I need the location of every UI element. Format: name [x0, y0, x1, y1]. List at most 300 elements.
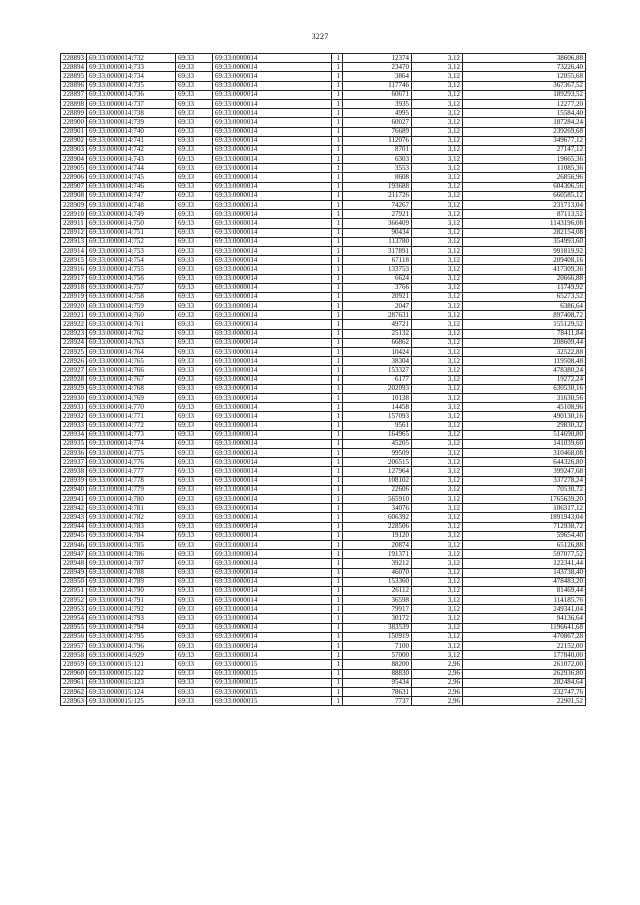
cadastral-zone: 69:33: [176, 559, 213, 568]
rate: 3,12: [412, 467, 463, 476]
cadastral-value: 6386,64: [463, 302, 586, 311]
cadastral-value: 490130,16: [463, 412, 586, 421]
area: 10138: [343, 393, 412, 402]
cadastral-zone: 69:33: [176, 63, 213, 72]
count: 1: [332, 605, 343, 614]
area: 76689: [343, 127, 412, 136]
count: 1: [332, 421, 343, 430]
cadastral-zone: 69:33: [176, 127, 213, 136]
cadastral-quarter: 69:33:0000014: [213, 118, 332, 127]
row-id: 228902: [61, 136, 87, 145]
cadastral-number: 69:33:0000014:739: [87, 118, 176, 127]
cadastral-value: 26856,96: [463, 173, 586, 182]
count: 1: [332, 246, 343, 255]
cadastral-quarter: 69:33:0000014: [213, 72, 332, 81]
area: 3553: [343, 164, 412, 173]
row-id: 228939: [61, 476, 87, 485]
cadastral-quarter: 69:33:0000015: [213, 660, 332, 669]
cadastral-value: 20666,88: [463, 274, 586, 283]
row-id: 228907: [61, 182, 87, 191]
table-row: [61, 292, 586, 301]
count: 1: [332, 210, 343, 219]
area: 78631: [343, 687, 412, 696]
table-row: [61, 430, 586, 439]
table-row: [61, 63, 586, 72]
cadastral-number: 69:33:0000014:753: [87, 246, 176, 255]
area: 287631: [343, 311, 412, 320]
area: 7737: [343, 697, 412, 706]
count: 1: [332, 81, 343, 90]
cadastral-quarter: 69:33:0000014: [213, 283, 332, 292]
table-row: [61, 522, 586, 531]
count: 1: [332, 632, 343, 641]
cadastral-zone: 69:33: [176, 439, 213, 448]
table-row: [61, 366, 586, 375]
cadastral-number: 69:33:0000015:125: [87, 697, 176, 706]
table-row: [61, 651, 586, 660]
count: 1: [332, 614, 343, 623]
count: 1: [332, 586, 343, 595]
table-row: [61, 320, 586, 329]
cadastral-number: 69:33:0000015:121: [87, 660, 176, 669]
cadastral-number: 69:33:0000014:743: [87, 155, 176, 164]
area: 67118: [343, 256, 412, 265]
rate: 3,12: [412, 430, 463, 439]
cadastral-quarter: 69:33:0000014: [213, 513, 332, 522]
cadastral-zone: 69:33: [176, 338, 213, 347]
count: 1: [332, 311, 343, 320]
cadastral-number: 69:33:0000015:124: [87, 687, 176, 696]
area: 60671: [343, 90, 412, 99]
cadastral-quarter: 69:33:0000014: [213, 145, 332, 154]
cadastral-number: 69:33:0000014:748: [87, 201, 176, 210]
cadastral-value: 417309,36: [463, 265, 586, 274]
cadastral-value: 155129,52: [463, 320, 586, 329]
cadastral-number: 69:33:0000014:734: [87, 72, 176, 81]
table-row: [61, 393, 586, 402]
count: 1: [332, 228, 343, 237]
count: 1: [332, 54, 343, 63]
cadastral-number: 69:33:0000014:793: [87, 614, 176, 623]
cadastral-zone: 69:33: [176, 54, 213, 63]
cadastral-value: 81469,44: [463, 586, 586, 595]
table-row: [61, 568, 586, 577]
cadastral-value: 1143196,08: [463, 219, 586, 228]
area: 66862: [343, 338, 412, 347]
table-row: [61, 513, 586, 522]
row-id: 228911: [61, 219, 87, 228]
row-id: 228919: [61, 292, 87, 301]
cadastral-zone: 69:33: [176, 210, 213, 219]
cadastral-quarter: 69:33:0000014: [213, 412, 332, 421]
count: 1: [332, 338, 343, 347]
count: 1: [332, 476, 343, 485]
row-id: 228893: [61, 54, 87, 63]
cadastral-number: 69:33:0000014:736: [87, 90, 176, 99]
area: 12374: [343, 54, 412, 63]
table-row: [61, 164, 586, 173]
area: 191371: [343, 550, 412, 559]
cadastral-value: 262936,80: [463, 669, 586, 678]
area: 150919: [343, 632, 412, 641]
cadastral-value: 239269,68: [463, 127, 586, 136]
cadastral-value: 11085,36: [463, 164, 586, 173]
table-row: [61, 550, 586, 559]
row-id: 228923: [61, 329, 87, 338]
cadastral-number: 69:33:0000014:740: [87, 127, 176, 136]
table-row: [61, 697, 586, 706]
cadastral-quarter: 69:33:0000014: [213, 568, 332, 577]
cadastral-zone: 69:33: [176, 375, 213, 384]
row-id: 228956: [61, 632, 87, 641]
cadastral-zone: 69:33: [176, 568, 213, 577]
cadastral-number: 69:33:0000014:747: [87, 191, 176, 200]
area: 45205: [343, 439, 412, 448]
area: 157093: [343, 412, 412, 421]
row-id: 228951: [61, 586, 87, 595]
cadastral-quarter: 69:33:0000014: [213, 256, 332, 265]
cadastral-quarter: 69:33:0000014: [213, 632, 332, 641]
cadastral-quarter: 69:33:0000014: [213, 623, 332, 632]
cadastral-value: 1196641,68: [463, 623, 586, 632]
rate: 3,12: [412, 99, 463, 108]
cadastral-quarter: 69:33:0000014: [213, 540, 332, 549]
cadastral-number: 69:33:0000014:787: [87, 559, 176, 568]
table-row: [61, 155, 586, 164]
cadastral-value: 11749,92: [463, 283, 586, 292]
cadastral-quarter: 69:33:0000014: [213, 550, 332, 559]
cadastral-number: 69:33:0000014:792: [87, 605, 176, 614]
cadastral-zone: 69:33: [176, 421, 213, 430]
area: 565910: [343, 495, 412, 504]
cadastral-number: 69:33:0000014:786: [87, 550, 176, 559]
rate: 3,12: [412, 439, 463, 448]
rate: 3,12: [412, 265, 463, 274]
area: 74267: [343, 201, 412, 210]
area: 133753: [343, 265, 412, 274]
area: 22606: [343, 485, 412, 494]
count: 1: [332, 164, 343, 173]
cadastral-number: 69:33:0000014:761: [87, 320, 176, 329]
row-id: 228912: [61, 228, 87, 237]
cadastral-value: 32522,88: [463, 348, 586, 357]
area: 6624: [343, 274, 412, 283]
cadastral-value: 630530,16: [463, 384, 586, 393]
rate: 3,12: [412, 504, 463, 513]
cadastral-number: 69:33:0000014:778: [87, 476, 176, 485]
cadastral-number: 69:33:0000014:765: [87, 357, 176, 366]
area: 7100: [343, 642, 412, 651]
area: 112076: [343, 136, 412, 145]
cadastral-number: 69:33:0000014:762: [87, 329, 176, 338]
area: 46070: [343, 568, 412, 577]
rate: 3,12: [412, 246, 463, 255]
count: 1: [332, 412, 343, 421]
row-id: 228954: [61, 614, 87, 623]
cadastral-quarter: 69:33:0000014: [213, 109, 332, 118]
count: 1: [332, 155, 343, 164]
cadastral-zone: 69:33: [176, 283, 213, 292]
cadastral-value: 122341,44: [463, 559, 586, 568]
cadastral-quarter: 69:33:0000014: [213, 311, 332, 320]
cadastral-quarter: 69:33:0000014: [213, 393, 332, 402]
area: 206515: [343, 458, 412, 467]
row-id: 228955: [61, 623, 87, 632]
table-row: [61, 99, 586, 108]
cadastral-number: 69:33:0000014:788: [87, 568, 176, 577]
cadastral-number: 69:33:0000014:757: [87, 283, 176, 292]
cadastral-number: 69:33:0000014:775: [87, 449, 176, 458]
area: 4995: [343, 109, 412, 118]
cadastral-zone: 69:33: [176, 522, 213, 531]
cadastral-quarter: 69:33:0000014: [213, 173, 332, 182]
cadastral-zone: 69:33: [176, 495, 213, 504]
count: 1: [332, 550, 343, 559]
page-number: 3227: [311, 32, 329, 41]
rate: 3,12: [412, 577, 463, 586]
rate: 3,12: [412, 302, 463, 311]
table-row: [61, 642, 586, 651]
count: 1: [332, 559, 343, 568]
cadastral-number: 69:33:0000014:770: [87, 403, 176, 412]
cadastral-quarter: 69:33:0000014: [213, 614, 332, 623]
row-id: 228947: [61, 550, 87, 559]
count: 1: [332, 201, 343, 210]
rate: 3,12: [412, 403, 463, 412]
row-id: 228948: [61, 559, 87, 568]
area: 317891: [343, 246, 412, 255]
area: 211726: [343, 191, 412, 200]
row-id: 228920: [61, 302, 87, 311]
count: 1: [332, 237, 343, 246]
cadastral-zone: 69:33: [176, 504, 213, 513]
table-row: [61, 237, 586, 246]
rate: 3,12: [412, 449, 463, 458]
table-row: [61, 421, 586, 430]
cadastral-zone: 69:33: [176, 90, 213, 99]
cadastral-quarter: 69:33:0000015: [213, 697, 332, 706]
area: 153327: [343, 366, 412, 375]
rate: 3,12: [412, 384, 463, 393]
cadastral-number: 69:33:0000014:768: [87, 384, 176, 393]
area: 90434: [343, 228, 412, 237]
cadastral-quarter: 69:33:0000014: [213, 495, 332, 504]
row-id: 228932: [61, 412, 87, 421]
rate: 3,12: [412, 375, 463, 384]
cadastral-value: 19272,24: [463, 375, 586, 384]
count: 1: [332, 393, 343, 402]
area: 23470: [343, 63, 412, 72]
cadastral-quarter: 69:33:0000014: [213, 375, 332, 384]
cadastral-number: 69:33:0000014:744: [87, 164, 176, 173]
count: 1: [332, 72, 343, 81]
row-id: 228925: [61, 348, 87, 357]
cadastral-number: 69:33:0000014:781: [87, 504, 176, 513]
cadastral-number: 69:33:0000014:789: [87, 577, 176, 586]
row-id: 228905: [61, 164, 87, 173]
cadastral-quarter: 69:33:0000014: [213, 430, 332, 439]
cadastral-zone: 69:33: [176, 256, 213, 265]
table-row: [61, 246, 586, 255]
row-id: 228900: [61, 118, 87, 127]
cadastral-zone: 69:33: [176, 348, 213, 357]
area: 3935: [343, 99, 412, 108]
cadastral-number: 69:33:0000014:754: [87, 256, 176, 265]
table-row: [61, 495, 586, 504]
rate: 3,12: [412, 421, 463, 430]
cadastral-number: 69:33:0000014:755: [87, 265, 176, 274]
count: 1: [332, 660, 343, 669]
rate: 2,96: [412, 660, 463, 669]
cadastral-quarter: 69:33:0000014: [213, 191, 332, 200]
area: 383539: [343, 623, 412, 632]
cadastral-quarter: 69:33:0000014: [213, 348, 332, 357]
count: 1: [332, 485, 343, 494]
table-row: [61, 577, 586, 586]
cadastral-value: 65273,52: [463, 292, 586, 301]
rate: 3,12: [412, 495, 463, 504]
area: 49721: [343, 320, 412, 329]
cadastral-quarter: 69:33:0000014: [213, 577, 332, 586]
cadastral-value: 604306,56: [463, 182, 586, 191]
cadastral-number: 69:33:0000014:737: [87, 99, 176, 108]
table-row: [61, 191, 586, 200]
rate: 3,12: [412, 173, 463, 182]
cadastral-value: 114185,76: [463, 596, 586, 605]
count: 1: [332, 182, 343, 191]
table-row: [61, 614, 586, 623]
count: 1: [332, 384, 343, 393]
table-row: [61, 623, 586, 632]
cadastral-zone: 69:33: [176, 540, 213, 549]
count: 1: [332, 504, 343, 513]
cadastral-quarter: 69:33:0000014: [213, 99, 332, 108]
cadastral-table: [60, 53, 586, 706]
cadastral-value: 337278,24: [463, 476, 586, 485]
table-row: [61, 311, 586, 320]
count: 1: [332, 651, 343, 660]
cadastral-zone: 69:33: [176, 403, 213, 412]
cadastral-number: 69:33:0000014:791: [87, 596, 176, 605]
table-row: [61, 458, 586, 467]
cadastral-number: 69:33:0000014:749: [87, 210, 176, 219]
rate: 3,12: [412, 164, 463, 173]
cadastral-quarter: 69:33:0000015: [213, 678, 332, 687]
cadastral-zone: 69:33: [176, 513, 213, 522]
count: 1: [332, 522, 343, 531]
rate: 3,12: [412, 531, 463, 540]
area: 193688: [343, 182, 412, 191]
table-row: [61, 531, 586, 540]
table-row: [61, 274, 586, 283]
row-id: 228942: [61, 504, 87, 513]
count: 1: [332, 642, 343, 651]
row-id: 228927: [61, 366, 87, 375]
cadastral-quarter: 69:33:0000014: [213, 421, 332, 430]
cadastral-quarter: 69:33:0000014: [213, 476, 332, 485]
cadastral-zone: 69:33: [176, 678, 213, 687]
cadastral-number: 69:33:0000014:785: [87, 540, 176, 549]
cadastral-number: 69:33:0000014:777: [87, 467, 176, 476]
cadastral-zone: 69:33: [176, 485, 213, 494]
area: 202093: [343, 384, 412, 393]
count: 1: [332, 513, 343, 522]
table-row: [61, 329, 586, 338]
area: 14458: [343, 403, 412, 412]
rate: 2,96: [412, 678, 463, 687]
cadastral-number: 69:33:0000014:763: [87, 338, 176, 347]
rate: 3,12: [412, 210, 463, 219]
cadastral-value: 45108,96: [463, 403, 586, 412]
cadastral-value: 1765639,20: [463, 495, 586, 504]
cadastral-quarter: 69:33:0000014: [213, 63, 332, 72]
area: 153360: [343, 577, 412, 586]
cadastral-value: 187284,24: [463, 118, 586, 127]
cadastral-zone: 69:33: [176, 651, 213, 660]
count: 1: [332, 439, 343, 448]
cadastral-zone: 69:33: [176, 274, 213, 283]
table-row: [61, 412, 586, 421]
cadastral-number: 69:33:0000014:751: [87, 228, 176, 237]
rate: 3,12: [412, 623, 463, 632]
cadastral-value: 38606,88: [463, 54, 586, 63]
rate: 3,12: [412, 568, 463, 577]
cadastral-zone: 69:33: [176, 412, 213, 421]
rate: 3,12: [412, 191, 463, 200]
cadastral-number: 69:33:0000014:767: [87, 375, 176, 384]
cadastral-value: 367367,52: [463, 81, 586, 90]
area: 6303: [343, 155, 412, 164]
rate: 3,12: [412, 348, 463, 357]
cadastral-value: 310468,08: [463, 449, 586, 458]
row-id: 228935: [61, 439, 87, 448]
cadastral-value: 478380,24: [463, 366, 586, 375]
cadastral-zone: 69:33: [176, 687, 213, 696]
count: 1: [332, 357, 343, 366]
rate: 3,12: [412, 127, 463, 136]
area: 117746: [343, 81, 412, 90]
row-id: 228908: [61, 191, 87, 200]
cadastral-number: 69:33:0000014:776: [87, 458, 176, 467]
row-id: 228936: [61, 449, 87, 458]
cadastral-value: 399247,68: [463, 467, 586, 476]
cadastral-value: 15584,40: [463, 109, 586, 118]
cadastral-value: 78411,84: [463, 329, 586, 338]
row-id: 228928: [61, 375, 87, 384]
cadastral-quarter: 69:33:0000014: [213, 338, 332, 347]
cadastral-quarter: 69:33:0000014: [213, 449, 332, 458]
cadastral-value: 19665,36: [463, 155, 586, 164]
area: 20874: [343, 540, 412, 549]
row-id: 228922: [61, 320, 87, 329]
cadastral-zone: 69:33: [176, 458, 213, 467]
cadastral-quarter: 69:33:0000014: [213, 329, 332, 338]
cadastral-zone: 69:33: [176, 577, 213, 586]
count: 1: [332, 219, 343, 228]
cadastral-value: 249341,04: [463, 605, 586, 614]
cadastral-number: 69:33:0000014:780: [87, 495, 176, 504]
row-id: 228944: [61, 522, 87, 531]
cadastral-value: 87113,52: [463, 210, 586, 219]
cadastral-number: 69:33:0000014:741: [87, 136, 176, 145]
area: 164965: [343, 430, 412, 439]
cadastral-number: 69:33:0000014:752: [87, 237, 176, 246]
row-id: 228930: [61, 393, 87, 402]
table-row: [61, 375, 586, 384]
row-id: 228915: [61, 256, 87, 265]
row-id: 228929: [61, 384, 87, 393]
count: 1: [332, 173, 343, 182]
